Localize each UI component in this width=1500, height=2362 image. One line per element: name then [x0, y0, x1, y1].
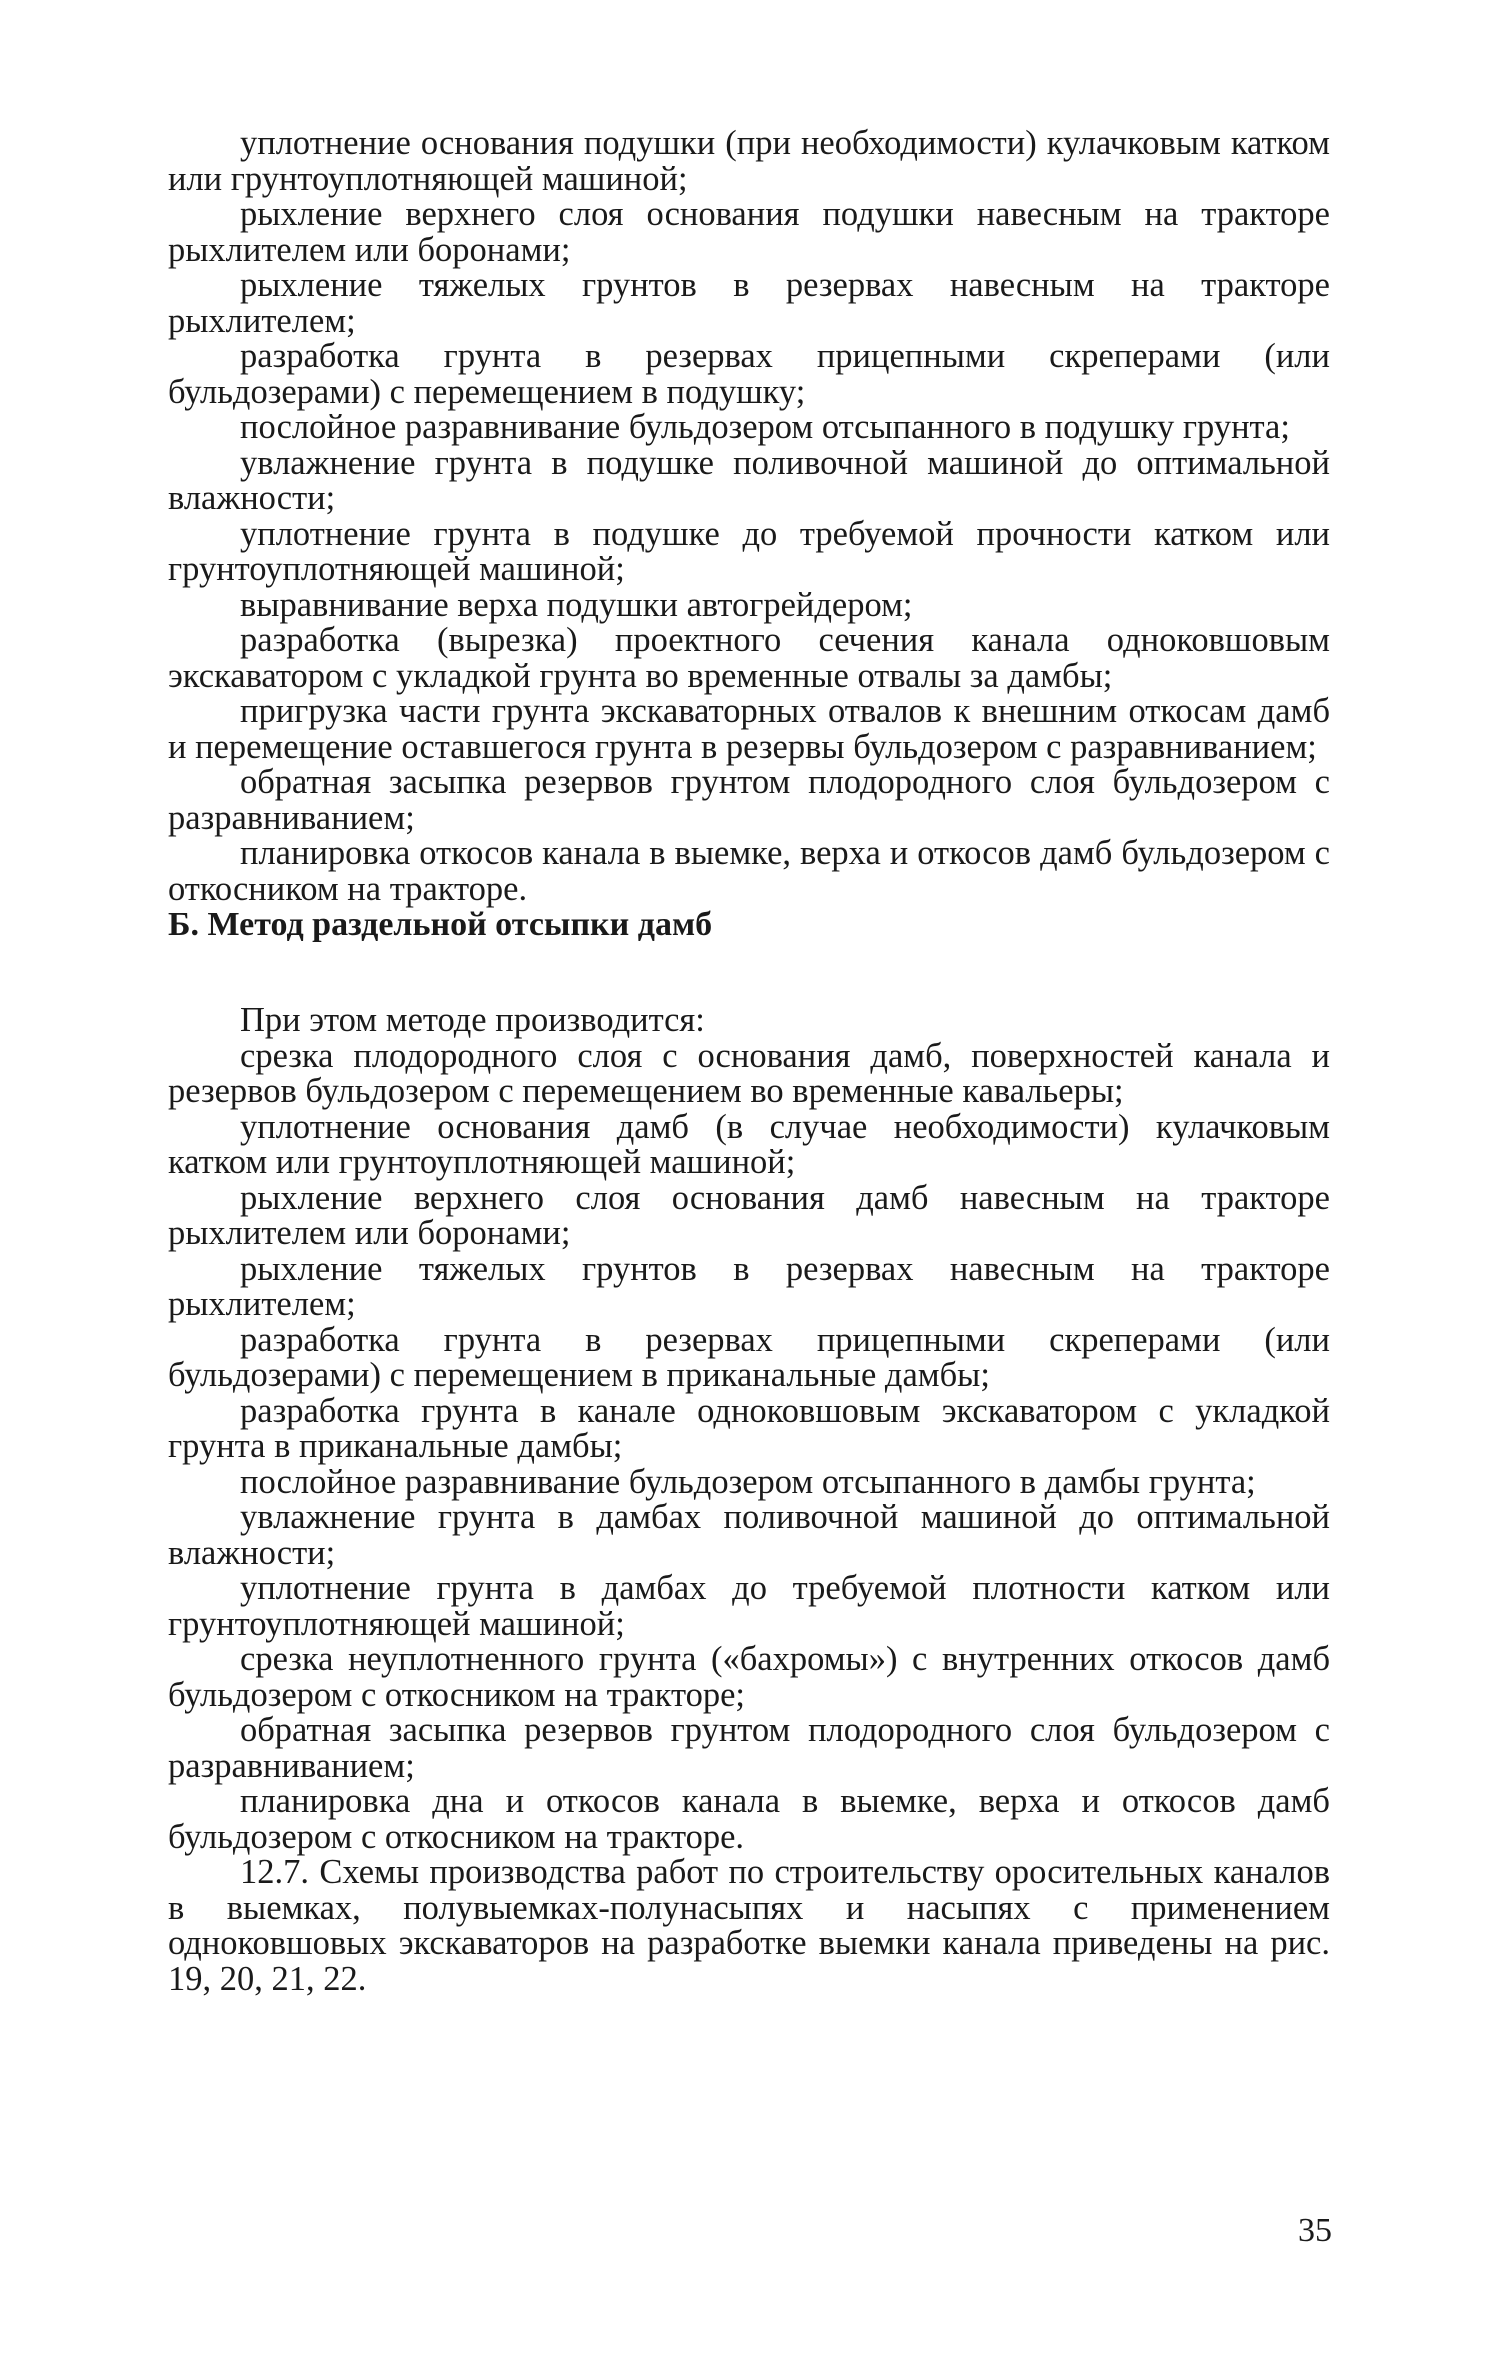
- list-item: разработка грунта в резервах прицепными скреперами (или бульдозерами) с перемещением в подушку;: [168, 337, 1330, 411]
- page-number: 35: [1298, 2212, 1332, 2249]
- list-item: уплотнение основания подушки (при необходимости) кулачковым катком или грунтоуплотняющей машиной;: [168, 124, 1330, 198]
- list-item: разработка грунта в резервах прицепными скреперами (или бульдозерами) с перемещением в приканальные дамбы;: [168, 1320, 1330, 1394]
- list-item: увлажнение грунта в дамбах поливочной машиной до оптимальной влажности;: [168, 1498, 1330, 1572]
- list-item: выравнивание верха подушки автогрейдером;: [240, 585, 913, 624]
- section-intro: При этом методе производится:: [240, 1001, 705, 1039]
- list-item: пригрузка части грунта экскаваторных отвалов к внешним откосам дамб и перемещение оставшегося грунта в резервы бульдозером с разравниванием;: [168, 692, 1330, 766]
- section-heading: Б. Метод раздельной отсыпки дамб: [168, 906, 713, 943]
- list-item: обратная засыпка резервов грунтом плодородного слоя бульдозером с разравниванием;: [168, 763, 1330, 837]
- list-item: рыхление тяжелых грунтов в резервах навесным на тракторе рыхлителем;: [168, 266, 1330, 340]
- list-item: уплотнение основания дамб (в случае необходимости) кулачковым катком или грунтоуплотняющей машиной;: [168, 1107, 1330, 1181]
- list-item: рыхление верхнего слоя основания подушки навесным на тракторе рыхлителем или боронами;: [168, 195, 1330, 269]
- document-page: [168, 126, 1330, 1997]
- list-item: обратная засыпка резервов грунтом плодородного слоя бульдозером с разравниванием;: [168, 1711, 1330, 1785]
- list-item: планировка дна и откосов канала в выемке, верха и откосов дамб бульдозером с откосником на тракторе.: [168, 1782, 1330, 1856]
- list-item: срезка плодородного слоя с основания дамб, поверхностей канала и резервов бульдозером с перемещением во временные кавальеры;: [168, 1036, 1330, 1110]
- list-item: разработка грунта в канале одноковшовым экскаватором с укладкой грунта в приканальные дамбы;: [168, 1391, 1330, 1465]
- list-item: планировка откосов канала в выемке, верха и откосов дамб бульдозером с откосником на тракторе.: [168, 834, 1330, 908]
- list-item: рыхление тяжелых грунтов в резервах навесным на тракторе рыхлителем;: [168, 1249, 1330, 1323]
- list-item: увлажнение грунта в подушке поливочной машиной до оптимальной влажности;: [168, 443, 1330, 517]
- list-item: срезка неуплотненного грунта («бахромы») с внутренних откосов дамб бульдозером с откосником на тракторе;: [168, 1640, 1330, 1714]
- list-item: разработка (вырезка) проектного сечения канала одноковшовым экскаватором с укладкой грунта во временные отвалы за дамбы;: [168, 621, 1330, 695]
- section-b-list: [168, 1036, 1330, 1856]
- list-item: послойное разравнивание бульдозером отсыпанного в дамбы грунта;: [240, 1462, 1256, 1501]
- list-item: уплотнение грунта в дамбах до требуемой плотности катком или грунтоуплотняющей машиной;: [168, 1569, 1330, 1643]
- section-a-list: [168, 126, 1330, 907]
- closing-paragraph: 12.7. Схемы производства работ по строительству оросительных каналов в выемках, полувыемках-полунасыпях и насыпях с применением одноковшовых экскаваторов на разработке выемки канала приведены на рис. 19, 20, 21, 22.: [168, 1853, 1330, 1998]
- list-item: рыхление верхнего слоя основания дамб навесным на тракторе рыхлителем или боронами;: [168, 1178, 1330, 1252]
- list-item: послойное разравнивание бульдозером отсыпанного в подушку грунта;: [240, 408, 1290, 446]
- list-item: уплотнение грунта в подушке до требуемой прочности катком или грунтоуплотняющей машиной;: [168, 514, 1330, 588]
